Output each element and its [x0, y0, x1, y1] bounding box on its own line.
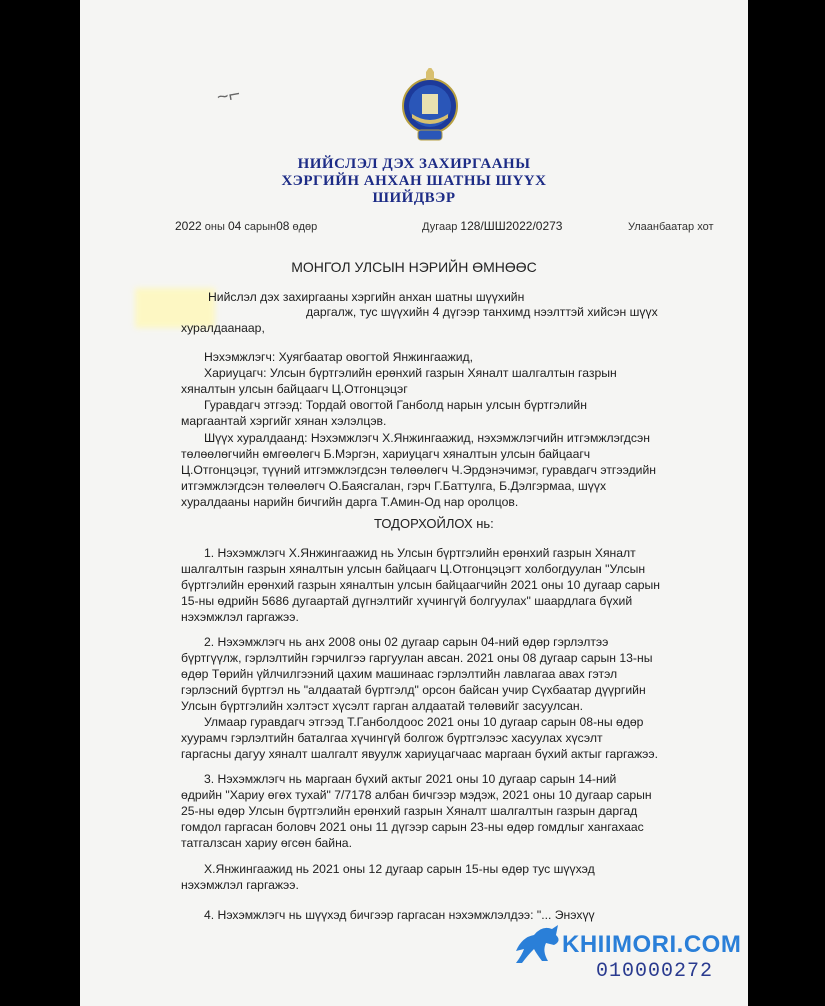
intro-line1: Нийслэл дэх захиргааны хэргийн анхан шатны шүүхийн — [208, 290, 525, 304]
p3-line1: 3. Нэхэмжлэгч нь маргаан бүхий актыг 2021 оны 10 дугаар сарын 14-ний — [204, 772, 617, 786]
p2b-line1: Улмаар гуравдагч этгээд Т.Ганболдоос 2021 оны 10 дугаар сарын 08-ны өдөр — [204, 715, 644, 729]
section-title: ТОДОРХОЙЛОХ нь: — [374, 516, 494, 531]
horse-logo-icon — [512, 921, 564, 967]
date-month-suffix: сарын — [244, 221, 277, 233]
plaintiff-line: Нэхэмжлэгч: Хуягбаатар овогтой Янжингаажид, — [204, 350, 474, 364]
court-name-line2: ХЭРГИЙН АНХАН ШАТНЫ ШҮҮХ — [281, 173, 547, 189]
session-line5: хуралдааны нарийн бичгийн дарга Т.Амин-Од нар оролцов. — [181, 495, 519, 509]
p1-line3: бүртгэлийн ерөнхий газрын хяналтын улсын байцаагчийн 2021 оны 10 дугаар сарын — [181, 578, 660, 592]
document-type: ШИЙДВЭР — [372, 190, 456, 206]
date-day: 08 — [276, 219, 290, 233]
p2-line2: бүртгүүлж, гэрлэлтийн гэрчилгээ гаргуулан авсан. 2021 оны 08 дугаар сарын 13-ны — [181, 651, 653, 665]
session-line2: төлөөлөгчийн өмгөөлөгч Б.Мэргэн, хариуцагч хяналтын улсын байцаагч — [181, 447, 591, 461]
p3-line2: өдрийн "Хариу өгөх тухай" 7/7178 албан бичгээр мэдэж, 2021 оны 10 дугаар сарын — [181, 788, 652, 802]
p2-line4: гэрлэсний бүртгэл нь "алдаатай бүртгэлд" орсон байсан учир Сүхбаатар дүүргийн — [181, 683, 646, 697]
case-number — [422, 219, 562, 233]
case-number-value: 128/ШШ2022/0273 — [460, 219, 563, 233]
intro-line3: хуралдаанаар, — [181, 321, 265, 335]
document-page — [80, 0, 748, 1006]
city: Улаанбаатар хот — [628, 221, 714, 233]
p3-line5: татгалзсан хариу өгсөн байна. — [181, 836, 352, 850]
p3-line4: гомдол гаргасан боловч 2021 оны 11 дүгээр сарын 23-ны өдөр гомдлыг хангахаас — [181, 820, 644, 834]
p3b-line2: нэхэмжлэл гаргажээ. — [181, 878, 299, 892]
date-year: 2022 — [175, 219, 202, 233]
p4-line1: 4. Нэхэмжлэгч нь шүүхэд бичгээр гаргасан нэхэмжлэлдээ: "... Энэхүү — [204, 908, 595, 922]
date-year-suffix: оны — [204, 221, 225, 233]
third-party-line1: Гуравдагч этгээд: Тордай овогтой Ганболд нарын улсын бүртгэлийн — [204, 398, 587, 412]
p1-line4: 15-ны өдрийн 5686 дугаартай дүгнэлтийг хүчингүй болгуулах" шаардлага бүхий — [181, 594, 633, 608]
p2-line1: 2. Нэхэмжлэгч нь анх 2008 оны 02 дугаар сарын 04-ний өдөр гэрлэлтээ — [204, 635, 609, 649]
pen-mark: ~⌐ — [215, 83, 243, 109]
p1-line5: нэхэмжлэл гаргажээ. — [181, 610, 299, 624]
p2b-line2: хуурамч гэрлэлтийн баталгаа хүчингүй болгож бүртгэлээс хасуулах хүсэлт — [181, 731, 603, 745]
p2-line5: Улсын бүртгэлийн хэлтэст хүсэлт гарган алдаатай төлөвийг засуулсан. — [181, 699, 584, 713]
intro-line2: даргалж, тус шүүхийн 4 дүгээр танхимд нээлттэй хийсэн шүүх — [306, 305, 658, 319]
date-line — [175, 219, 317, 233]
third-party-line2: маргаантай хэргийг хянан хэлэлцэв. — [181, 414, 387, 428]
p2-line3: өдөр Төрийн үйлчилгээний цахим машинаас гэрлэлтийн лавлагаа авах гэтэл — [181, 667, 618, 681]
document-title: МОНГОЛ УЛСЫН НЭРИЙН ӨМНӨӨС — [291, 259, 537, 275]
state-emblem-icon — [400, 68, 460, 146]
p3-line3: 25-ны өдөр Улсын бүртгэлийн ерөнхий газрын Хяналт шалгалтын газрын даргад — [181, 804, 638, 818]
watermark-text: KHIIMORI.COM — [562, 931, 742, 958]
p3b-line1: Х.Янжингаажид нь 2021 оны 12 дугаар сарын 15-ны өдөр тус шүүхэд — [204, 862, 595, 876]
p1-line2: шалгалтын газрын хяналтын улсын байцаагч Ц.Отгонцэцэгт холбогдуулан "Улсын — [181, 562, 646, 576]
p2b-line3: гаргасны дагуу хяналт шалгалт явуулж хариуцагчаас маргаан бүхий актыг гаргажээ. — [181, 747, 658, 761]
court-name-line1: НИЙСЛЭЛ ДЭХ ЗАХИРГААНЫ — [297, 156, 531, 172]
defendant-line1: Хариуцагч: Улсын бүртгэлийн ерөнхий газрын Хяналт шалгалтын газрын — [204, 366, 617, 380]
p1-line1: 1. Нэхэмжлэгч Х.Янжингаажид нь Улсын бүртгэлийн ерөнхий газрын Хяналт — [204, 546, 636, 560]
defendant-line2: хяналтын улсын байцаагч Ц.Отгонцэцэг — [181, 382, 408, 396]
serial-number: 010000272 — [596, 960, 714, 983]
session-line4: итгэмжлэгдсэн төлөөлөгч О.Баясгалан, гэрч Г.Баттулга, Б.Дэлгэрмаа, шүүх — [181, 479, 607, 493]
date-day-suffix: өдөр — [292, 221, 318, 233]
session-line1: Шүүх хуралдаанд: Нэхэмжлэгч Х.Янжингаажид, нэхэмжлэгчийн итгэмжлэгдсэн — [204, 431, 651, 445]
date-month: 04 — [227, 219, 242, 233]
case-number-label: Дугаар — [422, 221, 458, 233]
session-line3: Ц.Отгонцэцэг, түүний итгэмжлэгдсэн төлөөлөгч Ч.Эрдэнэчимэг, гуравдагч этгээдийн — [181, 463, 657, 477]
